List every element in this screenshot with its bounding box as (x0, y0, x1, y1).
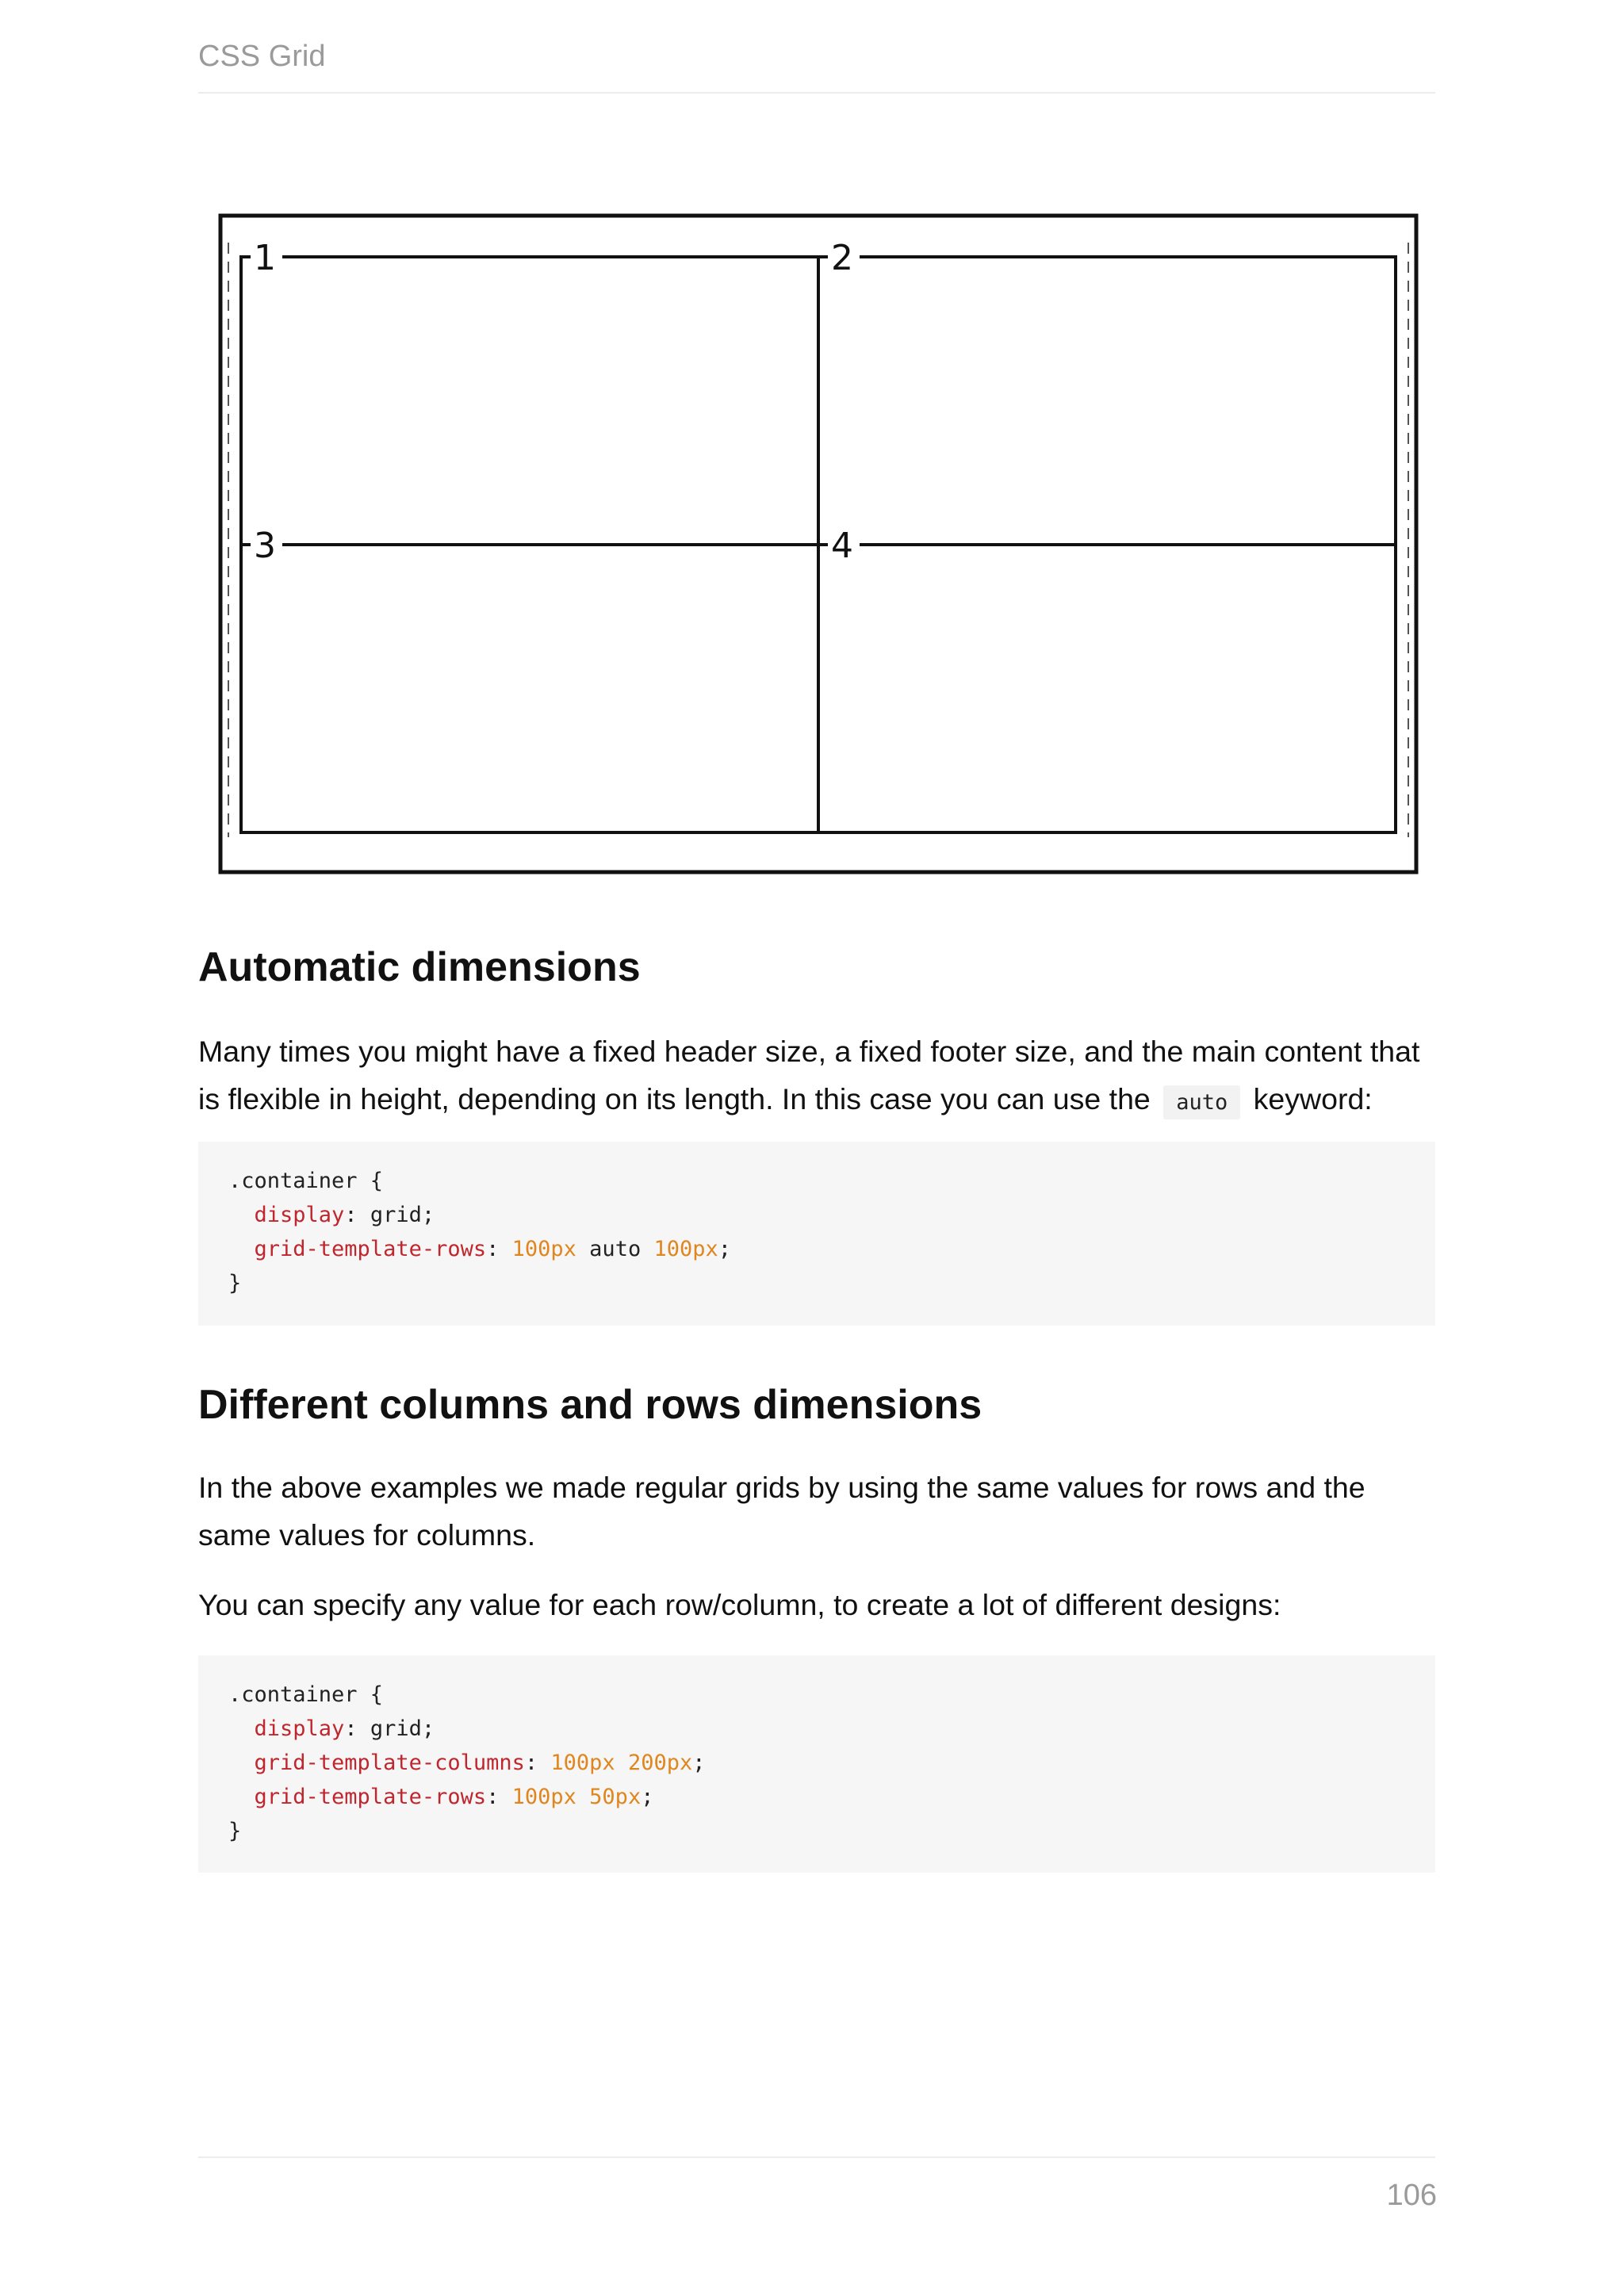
paragraph-auto-keyword (198, 1027, 1439, 1127)
paragraph-specify-values: You can specify any value for each row/column, to create a lot of different designs: (198, 1588, 1281, 1621)
paragraph-text-end: keyword: (1245, 1082, 1373, 1115)
code-line: grid-template-rows: 100px 50px; (254, 1785, 654, 1809)
paragraph-text-start: Many times you might have a fixed header size, a fixed footer size, and the main content that is flexible in height, depending on its length. In this case you can use the (198, 1035, 1420, 1115)
grid-line-label-2: 2 (831, 238, 853, 278)
grid-line-label-4: 4 (831, 526, 853, 566)
code-line: .container { (228, 1169, 384, 1193)
code-line: display: grid; (254, 1203, 435, 1227)
inline-code-auto: auto (1163, 1085, 1240, 1119)
section-heading-automatic-dimensions: Automatic dimensions (198, 944, 641, 990)
code-line: grid-template-columns: 100px 200px; (254, 1751, 706, 1775)
code-block-rows-auto (198, 1142, 1435, 1326)
footer-divider (198, 2156, 1435, 2158)
code-line: } (228, 1271, 242, 1295)
code-line: grid-template-rows: 100px auto 100px; (254, 1237, 732, 1261)
running-header: CSS Grid (198, 40, 326, 73)
grid-lines-diagram (216, 211, 1421, 877)
code-block-columns-rows (198, 1655, 1435, 1873)
code-line: .container { (228, 1682, 384, 1707)
paragraph-regular-grids: In the above examples we made regular grids by using the same values for rows and the same values for columns. (198, 1471, 1365, 1552)
grid-line-label-1: 1 (254, 238, 276, 278)
header-divider (198, 92, 1435, 94)
page-number: 106 (1386, 2179, 1437, 2212)
code-line: } (228, 1819, 242, 1843)
section-heading-different-dimensions: Different columns and rows dimensions (198, 1382, 982, 1428)
code-line: display: grid; (254, 1716, 435, 1741)
grid-line-label-3: 3 (254, 526, 276, 566)
grid-diagram-svg (216, 211, 1421, 877)
